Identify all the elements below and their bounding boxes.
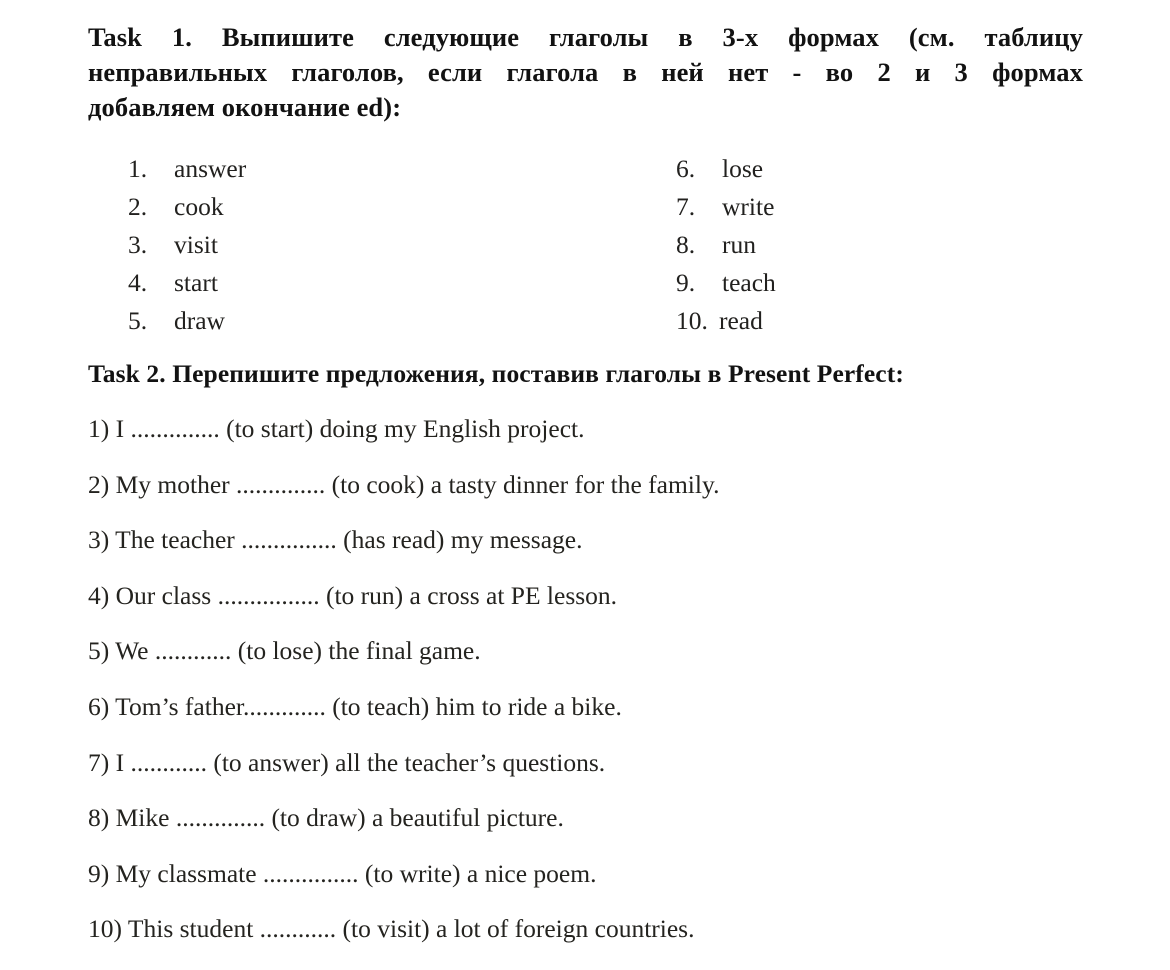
list-item-label: start [174, 268, 218, 297]
list-item-number: 8. [676, 230, 696, 259]
list-item-label: lose [722, 154, 764, 183]
list-item-number: 5. [128, 306, 148, 335]
list-item-number: 7. [676, 192, 696, 221]
sentence-item: 4) Our class ................ (to run) a cross at PE lesson. [88, 580, 618, 610]
list-item-number: 6. [676, 154, 696, 183]
list-item-label: cook [174, 192, 224, 221]
list-item-label: run [722, 230, 756, 259]
task2-sentence-list [88, 414, 1128, 970]
list-item [676, 150, 776, 188]
list-item-number: 10. [676, 306, 708, 335]
task1-heading-line-2: неправильных глаголов, если глагола в ней нет - во 2 и 3 формах [88, 57, 1083, 87]
list-item-label: teach [722, 268, 776, 297]
list-item [128, 150, 246, 188]
list-item [128, 302, 246, 340]
list-item-number: 9. [676, 268, 696, 297]
list-item [676, 302, 776, 340]
sentence-item: 9) My classmate ............... (to write) a nice poem. [88, 858, 597, 888]
list-item [128, 264, 246, 302]
sentence-item: 1) I .............. (to start) doing my English project. [88, 414, 585, 443]
list-item-number: 2. [128, 192, 148, 221]
task1-heading [88, 20, 1083, 125]
list-item [128, 226, 246, 264]
list-item-label: draw [174, 306, 225, 335]
sentence-item: 7) I ............ (to answer) all the teacher’s questions. [88, 747, 606, 777]
list-item-number: 3. [128, 230, 148, 259]
task2-heading: Task 2. Перепишите предложения, поставив глаголы в Present Perfect: [88, 359, 904, 388]
task1-heading-line-3: добавляем окончание ed): [88, 92, 402, 122]
list-item [676, 226, 776, 264]
list-item-number: 4. [128, 268, 148, 297]
list-item [128, 188, 246, 226]
sentence-item: 8) Mike .............. (to draw) a beautiful picture. [88, 803, 564, 833]
list-item-number: 1. [128, 154, 148, 183]
list-item [676, 188, 776, 226]
list-item [676, 264, 776, 302]
sentence-item: 5) We ............ (to lose) the final game. [88, 636, 481, 666]
sentence-item: 6) Tom’s father............. (to teach) him to ride a bike. [88, 691, 622, 721]
list-item-label: visit [174, 230, 218, 259]
list-item-label: read [719, 306, 763, 335]
list-item-label: write [722, 192, 775, 221]
verb-column-right [676, 150, 776, 340]
list-item-label: answer [174, 154, 247, 183]
verb-column-left [128, 150, 246, 340]
sentence-item: 10) This student ............ (to visit) a lot of foreign countries. [88, 914, 695, 944]
sentence-item: 3) The teacher ............... (has read) my message. [88, 525, 583, 555]
task1-verb-list [0, 150, 1170, 340]
task1-heading-line-1: Task 1. Выпишите следующие глаголы в 3-х формах (см. таблицу [88, 22, 1083, 52]
sentence-item: 2) My mother .............. (to cook) a tasty dinner for the family. [88, 469, 720, 499]
